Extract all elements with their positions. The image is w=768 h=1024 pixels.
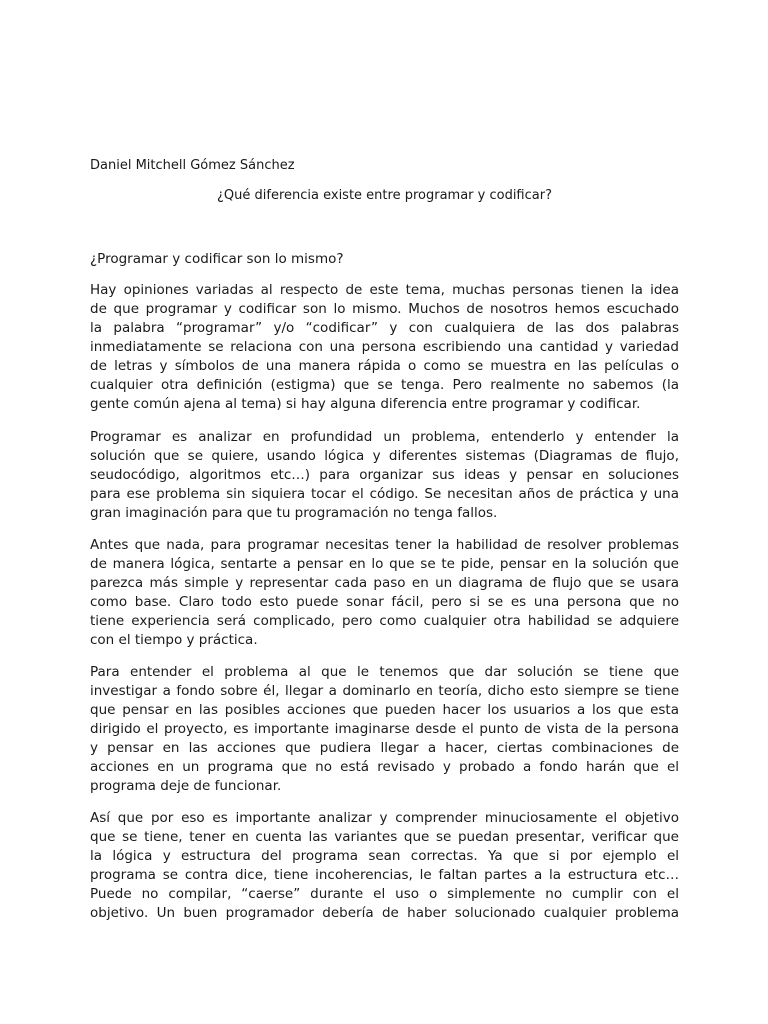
paragraph-line: Para entender el problema al que le tenemos que dar solución se tiene que	[90, 664, 679, 680]
paragraph-line: Hay opiniones variadas al respecto de este tema, muchas personas tienen la idea	[90, 282, 679, 298]
paragraph-2	[90, 428, 679, 523]
paragraph-5	[90, 809, 679, 923]
paragraph-line: de manera lógica, sentarte a pensar en lo que se te pide, pensar en la solución que	[90, 556, 679, 572]
paragraph-line: programa se contra dice, tiene incoherencias, le faltan partes a la estructura etc…	[90, 867, 679, 883]
paragraph-line: solución que se quiere, usando lógica y diferentes sistemas (Diagramas de flujo,	[90, 448, 679, 464]
section-question: ¿Programar y codificar son lo mismo?	[90, 251, 344, 267]
paragraph-4	[90, 663, 679, 796]
paragraph-line: parezca más simple y representar cada paso en un diagrama de flujo que se usara	[90, 575, 679, 591]
paragraph-line: seudocódigo, algoritmos etc…) para organizar sus ideas y pensar en soluciones	[90, 467, 679, 483]
document-title: ¿Qué diferencia existe entre programar y codificar?	[217, 188, 552, 203]
paragraph-line: dirigido el proyecto, es importante imaginarse desde el punto de vista de la persona	[90, 721, 679, 737]
paragraph-line: Puede no compilar, “caerse” durante el uso o simplemente no cumplir con el	[90, 886, 679, 902]
paragraph-line: que pensar en las posibles acciones que pueden hacer los usuarios a los que esta	[90, 702, 679, 718]
paragraph-line: investigar a fondo sobre él, llegar a dominarlo en teoría, dicho esto siempre se tiene	[90, 683, 679, 699]
paragraph-line: de letras y símbolos de una manera rápida o como se muestra en las películas o	[90, 358, 679, 374]
paragraph-line: la lógica y estructura del programa sean correctas. Ya que si por ejemplo el	[90, 848, 679, 864]
paragraph-line: tiene experiencia será complicado, pero como cualquier otra habilidad se adquiere	[90, 613, 679, 629]
paragraph-line: gente común ajena al tema) si hay alguna diferencia entre programar y codificar.	[90, 396, 641, 412]
author-name: Daniel Mitchell Gómez Sánchez	[90, 158, 295, 173]
paragraph-line: acciones en un programa que no está revisado y probado a fondo harán que el	[90, 759, 679, 775]
paragraph-line: inmediatamente se relaciona con una persona escribiendo una cantidad y variedad	[90, 339, 679, 355]
paragraph-1	[90, 281, 679, 414]
paragraph-line: como base. Claro todo esto puede sonar fácil, pero si se es una persona que no	[90, 594, 679, 610]
paragraph-line: objetivo. Un buen programador debería de haber solucionado cualquier problema	[90, 905, 679, 921]
paragraph-3	[90, 536, 679, 650]
paragraph-line: Antes que nada, para programar necesitas tener la habilidad de resolver problemas	[90, 537, 679, 553]
paragraph-line: y pensar en las acciones que pudiera llegar a hacer, ciertas combinaciones de	[90, 740, 679, 756]
paragraph-line: la palabra “programar” y/o “codificar” y con cualquiera de las dos palabras	[90, 320, 679, 336]
paragraph-line: de que programar y codificar son lo mismo. Muchos de nosotros hemos escuchado	[90, 301, 679, 317]
paragraph-line: que se tiene, tener en cuenta las variantes que se puedan presentar, verificar que	[90, 829, 679, 845]
paragraph-line: con el tiempo y práctica.	[90, 632, 258, 648]
paragraph-line: programa deje de funcionar.	[90, 778, 282, 794]
paragraph-line: cualquier otra definición (estigma) que se tenga. Pero realmente no sabemos (la	[90, 377, 679, 393]
paragraph-line: gran imaginación para que tu programación no tenga fallos.	[90, 505, 498, 521]
paragraph-line: Así que por eso es importante analizar y comprender minuciosamente el objetivo	[90, 810, 679, 826]
paragraph-line: para ese problema sin siquiera tocar el código. Se necesitan años de práctica y una	[90, 486, 679, 502]
paragraph-line: Programar es analizar en profundidad un problema, entenderlo y entender la	[90, 429, 679, 445]
